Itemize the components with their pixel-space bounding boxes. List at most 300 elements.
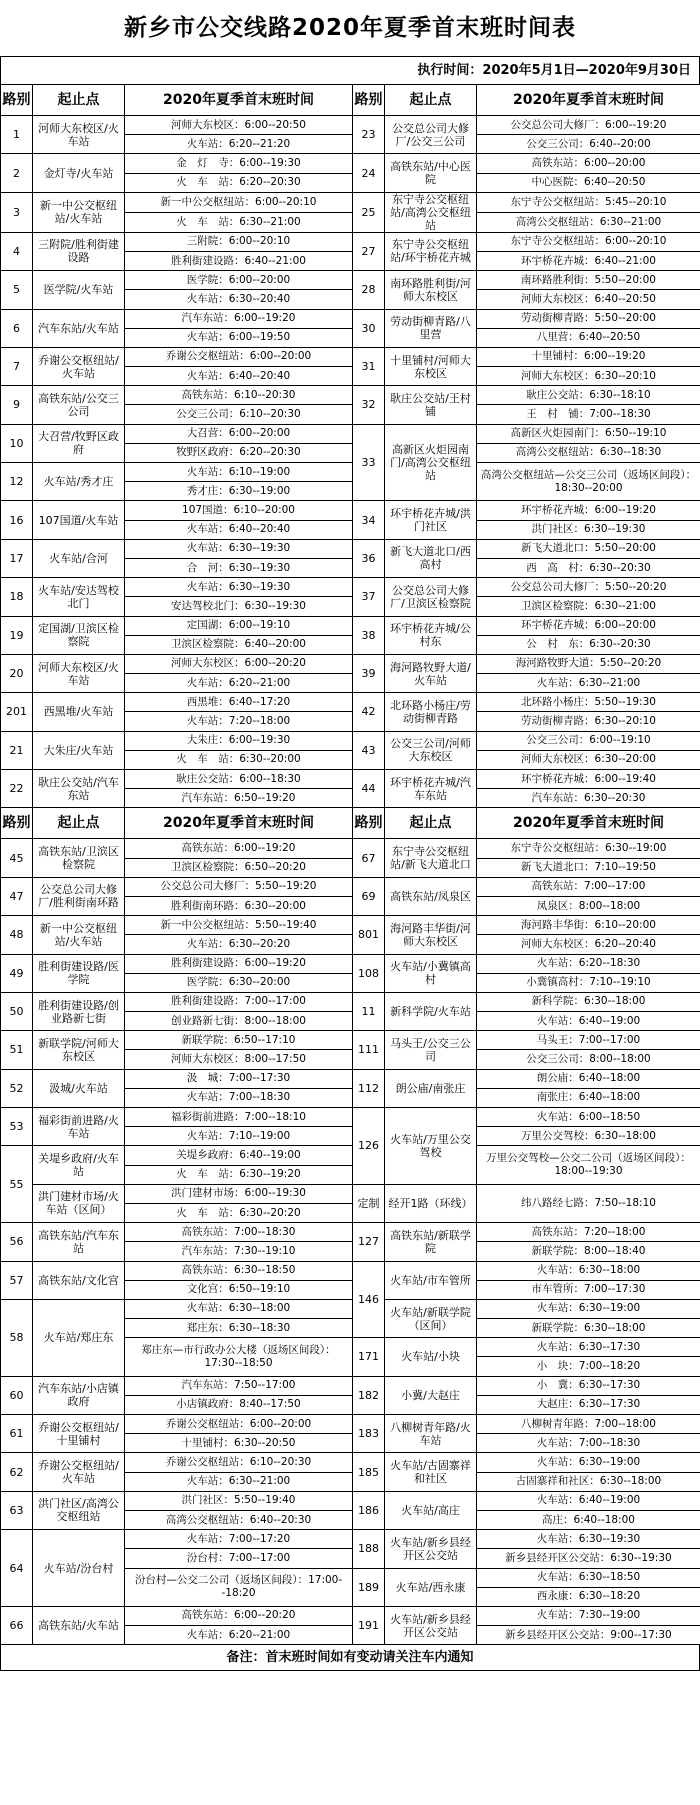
route-endpoints: 火车站/汾台村 [33,1530,125,1607]
stop-time: 凤泉区：8:00--18:00 [477,896,700,915]
stop-time: 南环路胜利街：5:50--20:00 [477,271,700,290]
table-row [1,271,700,290]
stop-time: 火车站：7:00--17:20 [125,1530,353,1549]
stop-time: 汽车东站：7:50--17:00 [125,1376,353,1395]
stop-time: 火车站：6:40--20:40 [125,520,353,539]
stop-time: 火车站：6:30--20:40 [125,290,353,309]
stop-time: 马头王：7:00--17:00 [477,1031,700,1050]
route-number: 34 [353,501,385,539]
route-endpoints: 火车站/秀才庄 [33,463,125,501]
stop-time: 医学院：6:30--20:00 [125,973,353,992]
stop-time: 汾台村—公交二公司（返场区间段）：17:00--18:20 [125,1568,353,1606]
route-endpoints: 关堤乡政府/火车站 [33,1146,125,1184]
route-endpoints: 大召营/牧野区政府 [33,424,125,462]
stop-time: 中心医院：6:40--20:50 [477,173,700,192]
stop-time: 高铁东站：6:30--18:50 [125,1261,353,1280]
route-endpoints: 高铁东站/凤泉区 [385,877,477,915]
header-row [1,85,700,116]
stop-time: 卫滨区检察院：6:30--21:00 [477,597,700,616]
route-number: 127 [353,1223,385,1261]
route-number: 12 [1,463,33,501]
stop-time: 北环路小杨庄：5:50--19:30 [477,693,700,712]
stop-time: 乔谢公交枢纽站：6:00--20:00 [125,347,353,366]
route-endpoints: 汲城/火车站 [33,1069,125,1107]
header-times: 2020年夏季首末班时间 [125,85,353,116]
stop-time: 合 河：6:30--19:30 [125,558,353,577]
stop-time: 火车站：6:00--18:50 [477,1108,700,1127]
route-number: 63 [1,1491,33,1529]
route-endpoints: 南环路胜利街/河师大东校区 [385,271,477,309]
route-number: 5 [1,271,33,309]
header-route: 路别 [353,808,385,839]
route-endpoints: 汽车东站/火车站 [33,309,125,347]
route-number: 1 [1,116,33,154]
route-endpoints: 火车站/合河 [33,539,125,577]
stop-time: 新飞大道北口：7:10--19:50 [477,858,700,877]
route-number: 126 [353,1108,385,1185]
stop-time: 火车站：7:00--18:30 [125,1088,353,1107]
stop-time: 小 冀：6:30--17:30 [477,1376,700,1395]
route-endpoints: 火车站/小块 [385,1338,477,1376]
stop-time: 107国道：6:10--20:00 [125,501,353,520]
stop-time: 高铁东站：7:00--18:30 [125,1223,353,1242]
table-row [1,347,700,366]
route-endpoints: 火车站/新乡县经开区公交站 [385,1530,477,1568]
table-row [1,916,700,935]
route-number: 191 [353,1606,385,1644]
route-number: 22 [1,770,33,808]
route-number: 146 [353,1261,385,1338]
stop-time: 劳动街柳青路：6:30--20:10 [477,712,700,731]
stop-time: 高湾公交枢纽站：6:30--18:30 [477,443,700,462]
stop-time: 南张庄：6:40--18:00 [477,1088,700,1107]
stop-time: 高铁东站：7:20--18:00 [477,1223,700,1242]
table-row [1,1069,700,1088]
stop-time: 胜利街建设路：7:00--17:00 [125,992,353,1011]
stop-time: 大召营：6:00--20:00 [125,424,353,443]
stop-time: 火车站：6:40--19:00 [477,1491,700,1510]
stop-time: 西永康：6:30--18:20 [477,1587,700,1606]
stop-time: 环宇桥花卉城：6:00--19:40 [477,770,700,789]
stop-time: 郑庄东：6:30--18:30 [125,1319,353,1338]
table-row [1,992,700,1011]
stop-time: 公交三公司：6:00--19:10 [477,731,700,750]
stop-time: 火车站：6:30--17:30 [477,1338,700,1357]
route-number: 56 [1,1223,33,1261]
route-endpoints: 火车站/高庄 [385,1491,477,1529]
route-endpoints: 大朱庄/火车站 [33,731,125,769]
stop-time: 火车站：6:10--19:00 [125,463,353,482]
stop-time: 新联学院：6:30--18:00 [477,1319,700,1338]
route-endpoints: 火车站/万里公交驾校 [385,1108,477,1185]
table-row [1,770,700,789]
stop-time: 火车站：6:20--21:20 [125,135,353,154]
stop-time: 汽车东站：6:00--19:20 [125,309,353,328]
route-endpoints: 火车站/新联学院（区间） [385,1299,477,1337]
stop-time: 汽车东站：6:30--20:30 [477,789,700,808]
table-row [1,839,700,858]
table-row [1,1491,700,1510]
route-endpoints: 新一中公交枢纽站/火车站 [33,916,125,954]
table-row [1,1606,700,1625]
route-endpoints: 汽车东站/小店镇政府 [33,1376,125,1414]
route-number: 18 [1,578,33,616]
table-row [1,877,700,896]
stop-time: 河师大东校区：8:00--17:50 [125,1050,353,1069]
stop-time: 安达驾校北门：6:30--19:30 [125,597,353,616]
stop-time: 耿庄公交站：6:30--18:10 [477,386,700,405]
route-endpoints: 火车站/安达驾校北门 [33,578,125,616]
route-endpoints: 乔谢公交枢纽站/火车站 [33,347,125,385]
route-endpoints: 东宁寺公交枢纽站/新飞大道北口 [385,839,477,877]
stop-time: 火车站：7:10--19:00 [125,1127,353,1146]
route-endpoints: 海河路牧野大道/火车站 [385,654,477,692]
route-number: 33 [353,424,385,501]
header-endpoints: 起止点 [385,85,477,116]
stop-time: 八柳树青年路：7:00--18:00 [477,1415,700,1434]
route-endpoints: 公交总公司大修厂/卫滨区检察院 [385,578,477,616]
route-number: 62 [1,1453,33,1491]
route-number: 42 [353,693,385,731]
stop-time: 耿庄公交站：6:00--18:30 [125,770,353,789]
stop-time: 东宁寺公交枢纽站：6:30--19:00 [477,839,700,858]
route-endpoints: 高铁东站/文化宫 [33,1261,125,1299]
route-endpoints: 经开1路（环线） [385,1184,477,1222]
route-number: 45 [1,839,33,877]
route-endpoints: 河师大东校区/火车站 [33,654,125,692]
route-number: 48 [1,916,33,954]
stop-time: 大赵庄：6:30--17:30 [477,1395,700,1414]
stop-time: 高湾公交枢纽站：6:40--20:30 [125,1510,353,1529]
stop-time: 新联学院：6:50--17:10 [125,1031,353,1050]
route-endpoints: 乔谢公交枢纽站/十里铺村 [33,1415,125,1453]
stop-time: 火 车 站：6:30--20:20 [125,1203,353,1222]
route-number: 17 [1,539,33,577]
stop-time: 河师大东校区：6:00--20:50 [125,116,353,135]
table-row [1,154,700,173]
stop-time: 关堤乡政府：6:40--19:00 [125,1146,353,1165]
stop-time: 火车站：6:20--21:00 [125,1626,353,1645]
stop-time: 高铁东站：6:00--20:00 [477,154,700,173]
stop-time: 火车站：6:40--19:00 [477,1012,700,1031]
route-endpoints: 马头王/公交三公司 [385,1031,477,1069]
stop-time: 东宁寺公交枢纽站：6:00--20:10 [477,232,700,251]
route-number: 25 [353,192,385,232]
stop-time: 火车站：6:30--18:50 [477,1568,700,1587]
stop-time: 火 车 站：6:30--20:00 [125,750,353,769]
route-number: 186 [353,1491,385,1529]
table-row [1,192,700,212]
table-row [1,116,700,135]
stop-time: 西 高 村：6:30--20:30 [477,558,700,577]
route-number: 23 [353,116,385,154]
route-number: 30 [353,309,385,347]
route-number: 182 [353,1376,385,1414]
stop-time: 高铁东站：6:00--20:20 [125,1606,353,1625]
route-endpoints: 环宇桥花卉城/洪门社区 [385,501,477,539]
route-number: 43 [353,731,385,769]
route-number: 52 [1,1069,33,1107]
stop-time: 火车站：6:30--21:00 [477,674,700,693]
route-number: 67 [353,839,385,877]
route-number: 188 [353,1530,385,1568]
table-row [1,309,700,328]
stop-time: 胜利街南环路：6:30--20:00 [125,896,353,915]
table-row [1,232,700,251]
route-number: 53 [1,1108,33,1146]
header-endpoints: 起止点 [33,808,125,839]
table-row [1,539,700,558]
route-number: 11 [353,992,385,1030]
table-row [1,1184,700,1203]
route-number: 21 [1,731,33,769]
table-row [1,654,700,673]
stop-time: 环宇桥花卉城：6:00--20:00 [477,616,700,635]
stop-time: 火车站：6:30--18:00 [125,1299,353,1318]
route-number: 37 [353,578,385,616]
stop-time: 胜利街建设路：6:00--19:20 [125,954,353,973]
table-row [1,1299,700,1318]
table-row [1,1031,700,1050]
route-endpoints: 小冀/大赵庄 [385,1376,477,1414]
route-number: 189 [353,1568,385,1606]
stop-time: 万里公交驾校：6:30--18:00 [477,1127,700,1146]
route-number: 183 [353,1415,385,1453]
stop-time: 汽车东站：7:30--19:10 [125,1242,353,1261]
header-route: 路别 [1,808,33,839]
stop-time: 火车站：6:20--18:30 [477,954,700,973]
route-number: 55 [1,1146,33,1223]
stop-time: 朗公庙：6:40--18:00 [477,1069,700,1088]
route-endpoints: 新一中公交枢纽站/火车站 [33,192,125,232]
stop-time: 牧野区政府：6:20--20:30 [125,443,353,462]
stop-time: 西黑堆：6:40--17:20 [125,693,353,712]
stop-time: 高新区火炬园南门：6:50--19:10 [477,424,700,443]
stop-time: 火车站：6:30--21:00 [125,1472,353,1491]
route-number: 9 [1,386,33,424]
route-endpoints: 耿庄公交站/王村铺 [385,386,477,424]
stop-time: 河师大东校区：6:20--20:40 [477,935,700,954]
stop-time: 公交总公司大修厂：5:50--20:20 [477,578,700,597]
stop-time: 公交总公司大修厂：6:00--19:20 [477,116,700,135]
route-number: 28 [353,271,385,309]
route-endpoints: 高铁东站/公交三公司 [33,386,125,424]
route-number: 64 [1,1530,33,1607]
stop-time: 环宇桥花卉城：6:00--19:20 [477,501,700,520]
stop-time: 火车站：7:30--19:00 [477,1606,700,1625]
table-row [1,616,700,635]
stop-time: 火车站：7:20--18:00 [125,712,353,731]
stop-time: 金 灯 寺：6:00--19:30 [125,154,353,173]
table-row [1,1376,700,1395]
route-endpoints: 朗公庙/南张庄 [385,1069,477,1107]
route-number: 50 [1,992,33,1030]
stop-time: 高铁东站：6:00--19:20 [125,839,353,858]
header-times: 2020年夏季首末班时间 [477,85,700,116]
route-number: 171 [353,1338,385,1376]
route-endpoints: 火车站/市车管所 [385,1261,477,1299]
table-row [1,1261,700,1280]
table-row [1,1108,700,1127]
stop-time: 洪门建材市场：6:00--19:30 [125,1184,353,1203]
route-number: 36 [353,539,385,577]
route-endpoints: 107国道/火车站 [33,501,125,539]
table-row [1,578,700,597]
route-number: 7 [1,347,33,385]
stop-time: 火车站：6:20--21:00 [125,674,353,693]
route-endpoints: 环宇桥花卉城/公村东 [385,616,477,654]
route-number: 2 [1,154,33,192]
route-number: 6 [1,309,33,347]
route-endpoints: 胜利街建设路/创业路新七街 [33,992,125,1030]
route-number: 16 [1,501,33,539]
stop-time: 高湾公交枢纽站：6:30--21:00 [477,212,700,232]
execution-period: 执行时间：2020年5月1日—2020年9月30日 [0,56,700,84]
table-row [1,463,700,482]
route-number: 49 [1,954,33,992]
route-number: 66 [1,1606,33,1644]
stop-time: 河师大东校区：6:30--20:10 [477,367,700,386]
header-endpoints: 起止点 [33,85,125,116]
stop-time: 劳动街柳青路：5:50--20:00 [477,309,700,328]
route-endpoints: 新科学院/火车站 [385,992,477,1030]
route-endpoints: 耿庄公交站/汽车东站 [33,770,125,808]
stop-time: 医学院：6:00--20:00 [125,271,353,290]
route-number: 108 [353,954,385,992]
page-title: 新乡市公交线路2020年夏季首末班时间表 [123,15,576,41]
stop-time: 新乡县经开区公交站：6:30--19:30 [477,1549,700,1568]
route-endpoints: 火车站/郑庄东 [33,1299,125,1376]
stop-time: 公交三公司：6:40--20:00 [477,135,700,154]
route-number: 24 [353,154,385,192]
route-number: 39 [353,654,385,692]
stop-time: 河师大东校区：6:30--20:00 [477,750,700,769]
route-endpoints: 福彩街前进路/火车站 [33,1108,125,1146]
table-row [1,501,700,520]
route-number: 44 [353,770,385,808]
route-number: 801 [353,916,385,954]
stop-time: 文化宫：6:50--19:10 [125,1280,353,1299]
stop-time: 小店镇政府：8:40--17:50 [125,1395,353,1414]
route-endpoints: 海河路丰华街/河师大东校区 [385,916,477,954]
route-number: 111 [353,1031,385,1069]
stop-time: 汲 城：7:00--17:30 [125,1069,353,1088]
header-endpoints: 起止点 [385,808,477,839]
stop-time: 王 村 铺：7:00--18:30 [477,405,700,424]
stop-time: 公交三公司：8:00--18:00 [477,1050,700,1069]
stop-time: 福彩街前进路：7:00--18:10 [125,1108,353,1127]
route-endpoints: 高新区火炬园南门/高湾公交枢纽站 [385,424,477,501]
stop-time: 乔谢公交枢纽站：6:10--20:30 [125,1453,353,1472]
route-endpoints: 新联学院/河师大东校区 [33,1031,125,1069]
route-number: 69 [353,877,385,915]
route-endpoints: 乔谢公交枢纽站/火车站 [33,1453,125,1491]
route-number: 58 [1,1299,33,1376]
route-endpoints: 八柳树青年路/火车站 [385,1415,477,1453]
route-endpoints: 东宁寺公交枢纽站/高湾公交枢纽站 [385,192,477,232]
route-endpoints: 火车站/新乡县经开区公交站 [385,1606,477,1644]
route-number: 20 [1,654,33,692]
route-endpoints: 公交总公司大修厂/公交三公司 [385,116,477,154]
stop-time: 火 车 站：6:20--20:30 [125,173,353,192]
stop-time: 十里铺村：6:00--19:20 [477,347,700,366]
stop-time: 公交总公司大修厂：5:50--19:20 [125,877,353,896]
stop-time: 卫滨区检察院：6:50--20:20 [125,858,353,877]
stop-time: 十里铺村：6:30--20:50 [125,1434,353,1453]
stop-time: 高湾公交枢纽站—公交三公司（返场区间段）：18:30--20:00 [477,463,700,501]
route-endpoints: 定国湖/卫滨区检察院 [33,616,125,654]
stop-time: 新一中公交枢纽站：6:00--20:10 [125,192,353,212]
stop-time: 火车站：6:40--20:40 [125,367,353,386]
table-row [1,1146,700,1165]
table-row [1,386,700,405]
route-endpoints: 高铁东站/汽车东站 [33,1223,125,1261]
table-row [1,1453,700,1472]
stop-time: 火 车 站：6:30--21:00 [125,212,353,232]
stop-time: 火车站：7:00--18:30 [477,1434,700,1453]
route-endpoints: 金灯寺/火车站 [33,154,125,192]
route-endpoints: 新飞大道北口/西高村 [385,539,477,577]
route-endpoints: 火车站/西永康 [385,1568,477,1606]
stop-time: 火车站：6:30--19:30 [477,1530,700,1549]
stop-time: 火车站：6:30--19:30 [125,539,353,558]
stop-time: 火车站：6:30--19:00 [477,1453,700,1472]
stop-time: 火车站：6:30--18:00 [477,1261,700,1280]
route-endpoints: 胜利街建设路/医学院 [33,954,125,992]
header-times: 2020年夏季首末班时间 [477,808,700,839]
stop-time: 河师大东校区：6:40--20:50 [477,290,700,309]
stop-time: 新一中公交枢纽站：5:50--19:40 [125,916,353,935]
stop-time: 新乡县经开区公交站：9:00--17:30 [477,1626,700,1645]
stop-time: 火车站：6:30--20:20 [125,935,353,954]
stop-time: 汽车东站：6:50--19:20 [125,789,353,808]
route-number: 4 [1,232,33,270]
route-endpoints: 十里铺村/河师大东校区 [385,347,477,385]
route-endpoints: 高铁东站/中心医院 [385,154,477,192]
stop-time: 高庄：6:40--18:00 [477,1510,700,1529]
table-row [1,424,700,443]
stop-time: 环宇桥花卉城：6:40--21:00 [477,251,700,270]
header-route: 路别 [353,85,385,116]
table-row [1,954,700,973]
header-times: 2020年夏季首末班时间 [125,808,353,839]
timetable [0,84,700,1645]
route-endpoints: 公交三公司/河师大东校区 [385,731,477,769]
stop-time: 海河路丰华街：6:10--20:00 [477,916,700,935]
route-number: 定制 [353,1184,385,1222]
stop-time: 新联学院：8:00--18:40 [477,1242,700,1261]
table-row [1,1530,700,1549]
route-number: 201 [1,693,33,731]
stop-time: 古固寨祥和社区：6:30--18:00 [477,1472,700,1491]
route-number: 10 [1,424,33,462]
stop-time: 火车站：6:30--19:30 [125,578,353,597]
route-endpoints: 高铁东站/卫滨区检察院 [33,839,125,877]
route-endpoints: 东宁寺公交枢纽站/环宇桥花卉城 [385,232,477,270]
route-endpoints: 火车站/古固寨祥和社区 [385,1453,477,1491]
route-number: 47 [1,877,33,915]
route-endpoints: 劳动街柳青路/八里营 [385,309,477,347]
stop-time: 定国湖：6:00--19:10 [125,616,353,635]
stop-time: 洪门社区：5:50--19:40 [125,1491,353,1510]
stop-time: 东宁寺公交枢纽站：5:45--20:10 [477,192,700,212]
stop-time: 河师大东校区：6:00--20:20 [125,654,353,673]
stop-time: 秀才庄：6:30--19:00 [125,482,353,501]
route-number: 51 [1,1031,33,1069]
header-route: 路别 [1,85,33,116]
route-endpoints: 高铁东站/新联学院 [385,1223,477,1261]
stop-time: 乔谢公交枢纽站：6:00--20:00 [125,1415,353,1434]
